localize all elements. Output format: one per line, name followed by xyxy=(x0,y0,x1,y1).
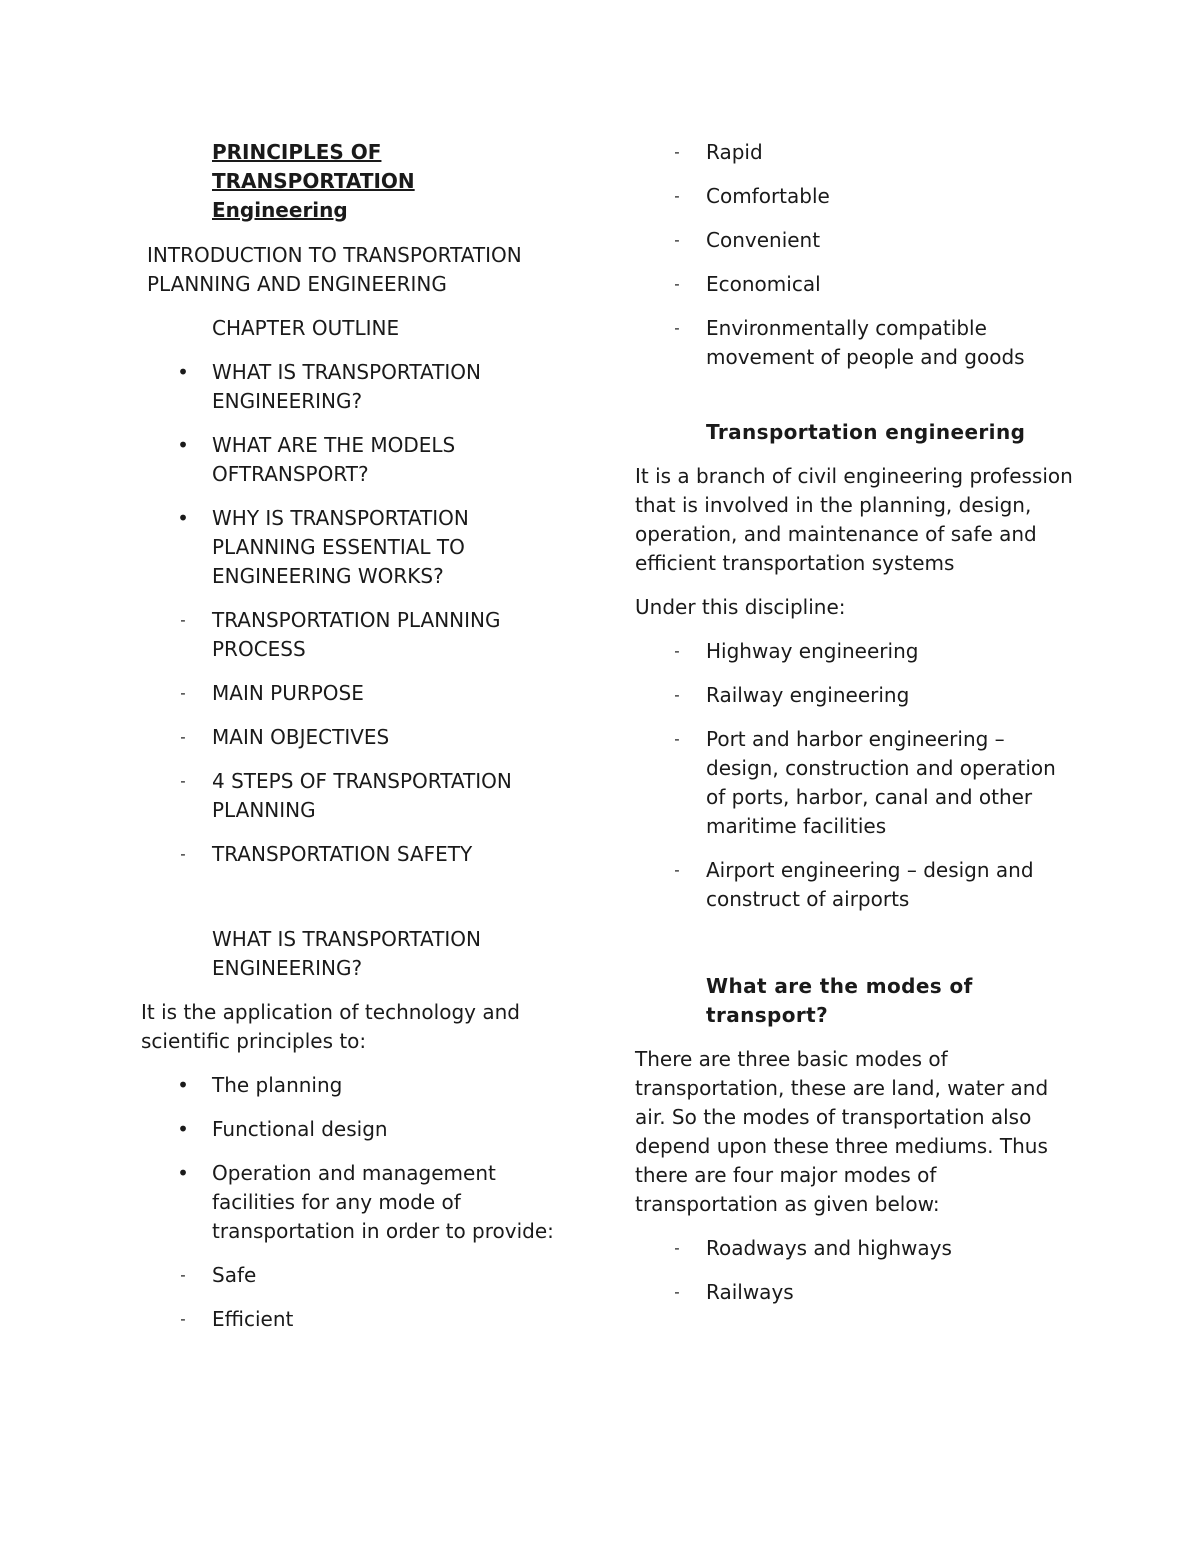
list-item xyxy=(635,226,1075,255)
list-item-text: TRANSPORTATION PLANNING PROCESS xyxy=(212,608,501,661)
title-line: TRANSPORTATION xyxy=(212,169,415,193)
list-item-text: WHAT ARE THE MODELS OFTRANSPORT? xyxy=(212,433,456,486)
list-item xyxy=(141,679,566,708)
dash-icon: - xyxy=(180,772,186,790)
list-item xyxy=(635,138,1075,167)
list-item-text: WHY IS TRANSPORTATION PLANNING ESSENTIAL TO ENGINEERING WORKS? xyxy=(212,506,469,588)
list-item-text: Airport engineering – design and construct of airports xyxy=(706,858,1034,911)
document-title xyxy=(141,138,566,225)
bullet-icon: • xyxy=(177,1117,189,1141)
section-heading: WHAT IS TRANSPORTATION ENGINEERING? xyxy=(212,927,481,980)
list-item-text: TRANSPORTATION SAFETY xyxy=(212,842,473,866)
list-item xyxy=(141,358,566,416)
list-item-text: Highway engineering xyxy=(706,639,919,663)
list-item-text: Operation and management facilities for any mode of transportation in order to provide: xyxy=(212,1161,554,1243)
list-item-text: Environmentally compatible movement of people and goods xyxy=(706,316,1025,369)
list-item xyxy=(141,1261,566,1290)
transportation-engineering-paragraph: It is a branch of civil engineering profession that is involved in the planning, design, operation, and maintenance of safe and efficient transportation systems xyxy=(635,464,1073,575)
list-item xyxy=(635,681,1075,710)
list-item-text: WHAT IS TRANSPORTATION ENGINEERING? xyxy=(212,360,481,413)
dash-icon: - xyxy=(674,275,680,293)
list-item xyxy=(141,1305,566,1334)
list-item xyxy=(635,856,1075,914)
list-item-text: 4 STEPS OF TRANSPORTATION PLANNING xyxy=(212,769,512,822)
list-item-text: Convenient xyxy=(706,228,821,252)
list-item xyxy=(141,1115,566,1144)
list-item xyxy=(141,1071,566,1100)
discipline-intro: Under this discipline: xyxy=(635,595,846,619)
modes-heading: What are the modes of transport? xyxy=(706,974,973,1027)
list-item-text: Port and harbor engineering – design, construction and operation of ports, harbor, canal and other maritime facilities xyxy=(706,727,1056,838)
bullet-icon: • xyxy=(177,433,189,457)
list-item xyxy=(141,723,566,752)
title-line: PRINCIPLES OF xyxy=(212,140,382,164)
list-item-text: Railways xyxy=(706,1280,794,1304)
list-item-text: Efficient xyxy=(212,1307,294,1331)
dash-icon: - xyxy=(674,231,680,249)
dash-icon: - xyxy=(674,730,680,748)
list-item xyxy=(635,637,1075,666)
bullet-icon: • xyxy=(177,1161,189,1185)
list-item xyxy=(141,1159,566,1246)
list-item-text: Railway engineering xyxy=(706,683,910,707)
list-item-text: Safe xyxy=(212,1263,257,1287)
list-item-text: MAIN PURPOSE xyxy=(212,681,364,705)
provide-list xyxy=(635,138,1075,372)
list-item xyxy=(635,1278,1075,1307)
dash-icon: - xyxy=(674,319,680,337)
list-item xyxy=(141,504,566,591)
list-item xyxy=(635,1234,1075,1263)
list-item-text: Comfortable xyxy=(706,184,830,208)
list-item-text: The planning xyxy=(212,1073,343,1097)
list-item xyxy=(635,270,1075,299)
dash-icon: - xyxy=(674,861,680,879)
chapter-outline-heading: CHAPTER OUTLINE xyxy=(212,316,400,340)
list-item xyxy=(141,431,566,489)
dash-icon: - xyxy=(180,684,186,702)
dash-icon: - xyxy=(674,686,680,704)
dash-icon: - xyxy=(674,642,680,660)
bullet-icon: • xyxy=(177,360,189,384)
dash-icon: - xyxy=(180,1310,186,1328)
list-item xyxy=(635,725,1075,841)
title-line: Engineering xyxy=(212,198,348,222)
list-item-text: Roadways and highways xyxy=(706,1236,952,1260)
list-item xyxy=(635,314,1075,372)
right-column xyxy=(635,138,1075,1307)
dash-icon: - xyxy=(180,728,186,746)
modes-paragraph: There are three basic modes of transportation, these are land, water and air. So the modes of transportation also depend upon these three mediums. Thus there are four major modes of transportation as given below: xyxy=(635,1047,1049,1216)
dash-icon: - xyxy=(674,143,680,161)
dash-icon: - xyxy=(674,1283,680,1301)
dash-icon: - xyxy=(180,845,186,863)
dash-icon: - xyxy=(180,1266,186,1284)
list-item-text: Rapid xyxy=(706,140,763,164)
dash-icon: - xyxy=(180,611,186,629)
list-item-text: Functional design xyxy=(212,1117,388,1141)
transportation-engineering-heading: Transportation engineering xyxy=(706,420,1026,444)
list-item-text: MAIN OBJECTIVES xyxy=(212,725,390,749)
dash-icon: - xyxy=(674,187,680,205)
dash-icon: - xyxy=(674,1239,680,1257)
list-item-text: Economical xyxy=(706,272,821,296)
bullet-icon: • xyxy=(177,1073,189,1097)
list-item xyxy=(141,767,566,825)
list-item xyxy=(635,182,1075,211)
list-item xyxy=(141,606,566,664)
intro-heading: INTRODUCTION TO TRANSPORTATION PLANNING AND ENGINEERING xyxy=(147,243,522,296)
list-item xyxy=(141,840,566,869)
left-column xyxy=(141,138,566,1334)
bullet-icon: • xyxy=(177,506,189,530)
definition-paragraph: It is the application of technology and scientific principles to: xyxy=(141,1000,520,1053)
